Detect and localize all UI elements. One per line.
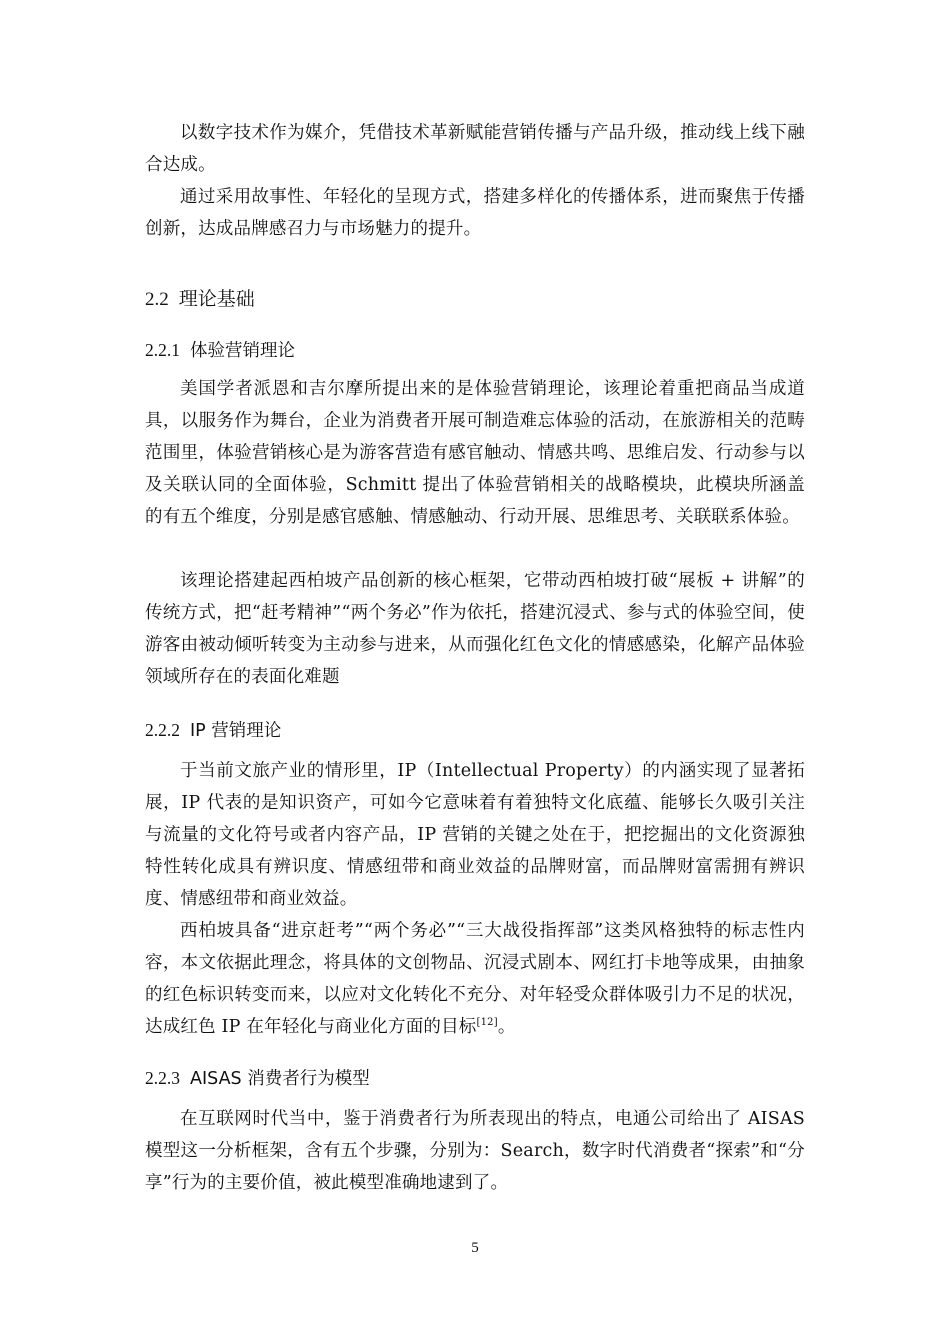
citation: [12]	[476, 1017, 498, 1029]
section-number: 2.2.3	[145, 1068, 180, 1088]
section-heading-2-2-3	[145, 1065, 370, 1092]
section-number: 2.2.1	[145, 340, 180, 360]
page-number: 5	[471, 1240, 479, 1256]
paragraph-end: 。	[497, 1017, 516, 1037]
section-number: 2.2	[145, 289, 169, 310]
paragraph-text: 西柏坡具备“进京赶考”“两个务必”“三大战役指挥部”这类风格独特的标志性内容，本文依据此理念，将具体的文创物品、沉浸式剧本、网红打卡地等成果，由抽象的红色标识转变而来，以应对文化转化不充分、对年轻受众群体吸引力不足的状况，达成红色 IP 在年轻化与商业化方面的目标	[145, 921, 805, 1037]
paragraph: 该理论搭建起西柏坡产品创新的核心框架，它带动西柏坡打破“展板 + 讲解”的传统方式，把“赶考精神”“两个务必”作为依托，搭建沉浸式、参与式的体验空间，使游客由被动倾听转变为主动参与进来，从而强化红色文化的情感感染，化解产品体验领域所存在的表面化难题	[145, 571, 805, 687]
section-title: AISAS 消费者行为模型	[190, 1069, 370, 1089]
paragraph: 以数字技术作为媒介，凭借技术革新赋能营销传播与产品升级，推动线上线下融合达成。	[145, 123, 805, 175]
section-heading-2-2-2	[145, 717, 281, 744]
paragraph: 美国学者派恩和吉尔摩所提出来的是体验营销理论，该理论着重把商品当成道具，以服务作为舞台，企业为消费者开展可制造难忘体验的活动，在旅游相关的范畴范围里，体验营销核心是为游客营造有感官触动、情感共鸣、思维启发、行动参与以及关联认同的全面体验，Schmitt 提出了体验营销相关的战略模块，此模块所涵盖的有五个维度，分别是感官感触、情感触动、行动开展、思维思考、关联联系体验。	[145, 379, 805, 527]
paragraph: 于当前文旅产业的情形里，IP（Intellectual Property）的内涵实现了显著拓展，IP 代表的是知识资产，可如今它意味着有着独特文化底蕴、能够长久吸引关注与流量的文化符号或者内容产品，IP 营销的关键之处在于，把挖掘出的文化资源独特性转化成具有辨识度、情感纽带和商业效益的品牌财富，而品牌财富需拥有辨识度、情感纽带和商业效益。	[145, 761, 805, 909]
section-title: IP 营销理论	[190, 721, 282, 741]
section-heading-2-2-1	[145, 337, 295, 364]
section-number: 2.2.2	[145, 720, 180, 740]
paragraph: 在互联网时代当中，鉴于消费者行为所表现出的特点，电通公司给出了 AISAS 模型这一分析框架，含有五个步骤，分别为：Search，数字时代消费者“探索”和“分享”行为的主要价值，被此模型准确地逮到了。	[145, 1109, 805, 1193]
section-title: 理论基础	[178, 288, 255, 310]
paragraph: 通过采用故事性、年轻化的呈现方式，搭建多样化的传播体系，进而聚焦于传播创新，达成品牌感召力与市场魅力的提升。	[145, 187, 805, 239]
section-title: 体验营销理论	[190, 341, 295, 361]
section-heading-2-2	[145, 285, 255, 314]
paragraph	[145, 915, 805, 1043]
